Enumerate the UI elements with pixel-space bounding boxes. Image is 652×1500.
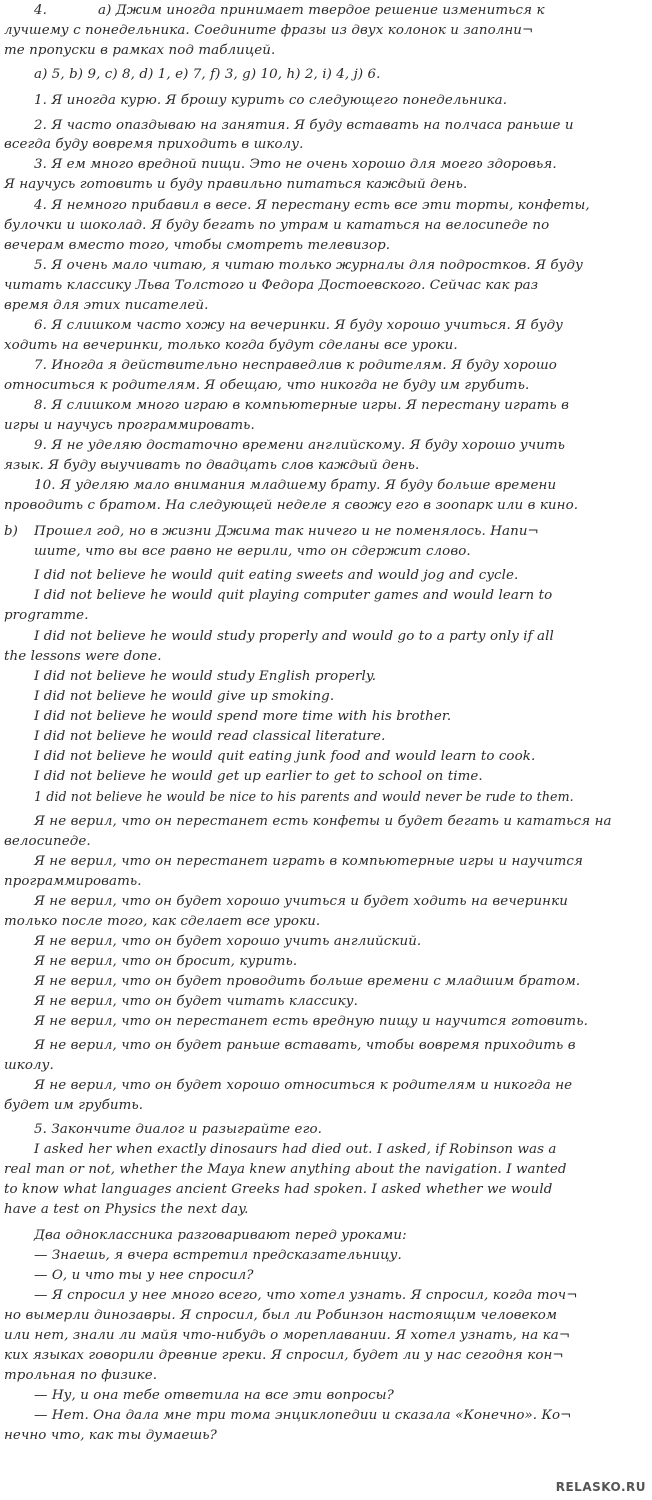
statement-line: булочки и шоколад. Я буду бегать по утрам и кататься на велосипеде по xyxy=(4,218,550,233)
statement-line: ходить на вечеринки, только когда будут сделаны все уроки. xyxy=(4,338,458,353)
task-a-heading-line: те пропуски в рамках под таблицей. xyxy=(4,43,276,58)
statement-line: время для этих писателей. xyxy=(4,298,209,313)
russian-answer-line: Я не верил, что он перестанет есть конфеты и будет бегать и кататься на xyxy=(34,814,612,829)
answers-key: a) 5, b) 9, c) 8, d) 1, e) 7, f) 3, g) 10, h) 2, i) 4, j) 6. xyxy=(34,67,381,82)
statement-line: игры и научусь программировать. xyxy=(4,418,255,433)
watermark: RELASKO.RU xyxy=(555,1480,646,1494)
dialog-line: Два одноклассника разговаривают перед уроками: xyxy=(34,1228,407,1243)
english-answer-line: I did not believe he would quit eating sweets and would jog and cycle. xyxy=(34,568,519,583)
english-answer-line: programme. xyxy=(4,608,89,623)
russian-answer-line: будет им грубить. xyxy=(4,1098,144,1113)
statement-line: относиться к родителям. Я обещаю, что никогда не буду им грубить. xyxy=(4,378,530,393)
english-answer-line: I did not believe he would get up earlier to get to school on time. xyxy=(34,769,483,784)
english-answer-line: I did not believe he would study properly and would go to a party only if all xyxy=(34,629,554,644)
dialog-line: — Ну, и она тебе ответила на все эти вопросы? xyxy=(34,1388,394,1403)
english-answer-line: I did not believe he would give up smoking. xyxy=(34,689,335,704)
russian-answer-line: Я не верил, что он будет читать классику. xyxy=(34,994,358,1009)
dialog-line: — Знаешь, я вчера встретил предсказательницу. xyxy=(34,1248,402,1263)
russian-answer-line: Я не верил, что он перестанет играть в компьютерные игры и научится xyxy=(34,854,583,869)
statement-line: читать классику Льва Толстого и Федора Достоевского. Сейчас как раз xyxy=(4,278,539,293)
dialog-line: — Я спросил у нее много всего, что хотел узнать. Я спросил, когда точ¬ xyxy=(34,1288,578,1303)
task5-english-line: real man or not, whether the Maya knew anything about the navigation. I wanted xyxy=(4,1162,567,1177)
statement-line: 3. Я ем много вредной пищи. Это не очень хорошо для моего здоровья. xyxy=(34,157,557,172)
statement-line: 1. Я иногда курю. Я брошу курить со следующего понедельника. xyxy=(34,93,508,108)
russian-answer-line: программировать. xyxy=(4,874,142,889)
task-number: 4. xyxy=(34,3,47,18)
russian-answer-line: Я не верил, что он будет проводить больше времени с младшим братом. xyxy=(34,974,581,989)
english-answer-line: the lessons were done. xyxy=(4,649,162,664)
statement-line: проводить с братом. На следующей неделе я свожу его в зоопарк или в кино. xyxy=(4,498,579,513)
dialog-line: — Нет. Она дала мне три тома энциклопедии и сказала «Конечно». Ко¬ xyxy=(34,1408,572,1423)
russian-answer-line: только после того, как сделает все уроки. xyxy=(4,914,321,929)
russian-answer-line: Я не верил, что он бросит, курить. xyxy=(34,954,298,969)
english-answer-line: I did not believe he would study English properly. xyxy=(34,669,377,684)
statement-line: 2. Я часто опаздываю на занятия. Я буду вставать на полчаса раньше и xyxy=(34,118,574,133)
russian-answer-line: Я не верил, что он будет хорошо относиться к родителям и никогда не xyxy=(34,1078,573,1093)
statement-line: 7. Иногда я действительно несправедлив к родителям. Я буду хорошо xyxy=(34,358,557,373)
task5-english-line: I asked her when exactly dinosaurs had died out. I asked, if Robinson was a xyxy=(34,1142,557,1157)
statement-line: 9. Я не уделяю достаточно времени английскому. Я буду хорошо учить xyxy=(34,438,566,453)
statement-line: 10. Я уделяю мало внимания младшему брату. Я буду больше времени xyxy=(34,478,557,493)
statement-line: вечерам вместо того, чтобы смотреть телевизор. xyxy=(4,238,391,253)
statement-line: 4. Я немного прибавил в весе. Я перестану есть все эти торты, конфеты, xyxy=(34,198,590,213)
dialog-line: но вымерли динозавры. Я спросил, был ли Робинзон настоящим человеком xyxy=(4,1308,558,1323)
russian-answer-line: Я не верил, что он будет хорошо учить английский. xyxy=(34,934,422,949)
task5-english-line: to know what languages ancient Greeks had spoken. I asked whether we would xyxy=(4,1182,553,1197)
russian-answer-line: велосипеде. xyxy=(4,834,91,849)
english-answer-line: I did not believe he would quit playing computer games and would learn to xyxy=(34,588,553,603)
dialog-line: нечно что, как ты думаешь? xyxy=(4,1428,217,1443)
russian-answer-line: Я не верил, что он будет хорошо учиться и будет ходить на вечеринки xyxy=(34,894,568,909)
statement-line: всегда буду вовремя приходить в школу. xyxy=(4,137,304,152)
russian-answer-line: школу. xyxy=(4,1058,54,1073)
task-b-heading: Прошел год, но в жизни Джима так ничего и не поменялось. Напи¬ xyxy=(34,524,539,539)
statement-line: Я научусь готовить и буду правильно питаться каждый день. xyxy=(4,177,468,192)
task5-english-line: have a test on Physics the next day. xyxy=(4,1202,249,1217)
task-b-heading-line: шите, что вы все равно не верили, что он сдержит слово. xyxy=(34,544,471,559)
english-answer-line: I did not believe he would spend more time with his brother. xyxy=(34,709,452,724)
task-b-label: b) xyxy=(4,524,18,539)
task-a-heading: a) Джим иногда принимает твердое решение измениться к xyxy=(98,3,545,18)
russian-answer-line: Я не верил, что он будет раньше вставать, чтобы вовремя приходить в xyxy=(34,1038,576,1053)
english-answer-line: 1 did not believe he would be nice to his parents and would never be rude to them. xyxy=(34,789,574,804)
dialog-line: — О, и что ты у нее спросил? xyxy=(34,1268,254,1283)
task-a-heading-line: лучшему с понедельника. Соедините фразы из двух колонок и заполни¬ xyxy=(4,23,534,38)
task5-title: 5. Закончите диалог и разыграйте его. xyxy=(34,1122,322,1137)
statement-line: 5. Я очень мало читаю, я читаю только журналы для подростков. Я буду xyxy=(34,258,583,273)
statement-line: язык. Я буду выучивать по двадцать слов каждый день. xyxy=(4,458,420,473)
dialog-line: или нет, знали ли майя что-нибудь о мореплавании. Я хотел узнать, на ка¬ xyxy=(4,1328,571,1343)
statement-line: 8. Я слишком много играю в компьютерные игры. Я перестану играть в xyxy=(34,398,570,413)
russian-answer-line: Я не верил, что он перестанет есть вредную пищу и научится готовить. xyxy=(34,1014,588,1029)
statement-line: 6. Я слишком часто хожу на вечеринки. Я буду хорошо учиться. Я буду xyxy=(34,318,564,333)
dialog-line: ких языках говорили древние греки. Я спросил, будет ли у нас сегодня кон¬ xyxy=(4,1348,564,1363)
dialog-line: трольная по физике. xyxy=(4,1368,158,1383)
english-answer-line: I did not believe he would read classical literature. xyxy=(34,729,386,744)
english-answer-line: I did not believe he would quit eating junk food and would learn to cook. xyxy=(34,749,536,764)
